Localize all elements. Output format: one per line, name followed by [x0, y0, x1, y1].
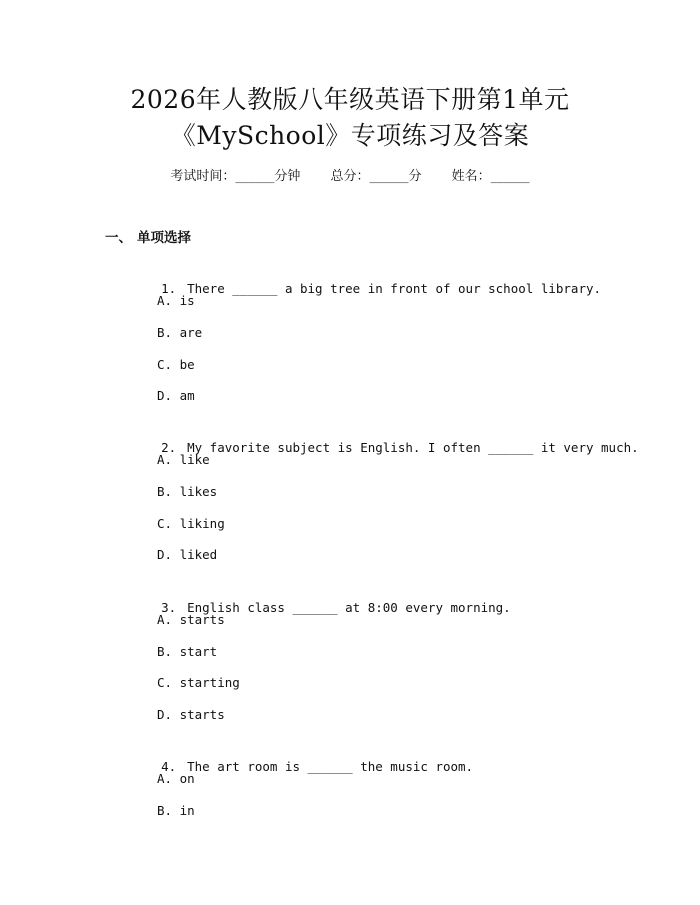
question-1-option-b: B. are	[157, 325, 203, 340]
question-1-option-c: C. be	[157, 357, 195, 372]
question-number: 3.	[161, 600, 177, 615]
document-title-line-1: 2026年人教版八年级英语下册第1单元	[130, 85, 570, 114]
question-3-option-b: B. start	[157, 644, 218, 659]
question-2-option-c: C. liking	[157, 516, 225, 531]
exam-score-field: 总分：______分	[330, 169, 422, 184]
question-number: 2.	[161, 440, 177, 455]
question-number: 1.	[161, 281, 177, 296]
question-4-option-b: B. in	[157, 803, 195, 818]
question-2-option-d: D. liked	[157, 547, 218, 562]
section-number: 一、	[105, 230, 132, 246]
question-1-stem	[131, 259, 601, 319]
exam-info-line	[0, 167, 700, 187]
question-1-option-a: A. is	[157, 293, 195, 308]
exam-time-field: 考试时间：______分钟	[170, 169, 301, 184]
question-text: My favorite subject is English. I often ______ it very much.	[187, 440, 639, 455]
question-3-option-c: C. starting	[157, 675, 240, 690]
document-title-line-2: 《MySchool》专项练习及答案	[170, 121, 530, 150]
question-2-option-b: B. likes	[157, 484, 218, 499]
student-name-field: 姓名：______	[451, 169, 530, 184]
question-text: English class ______ at 8:00 every morning.	[187, 600, 511, 615]
question-4-option-a: A. on	[157, 771, 195, 786]
question-text: The art room is ______ the music room.	[187, 759, 474, 774]
question-3-option-d: D. starts	[157, 707, 225, 722]
section-heading	[105, 228, 191, 248]
question-3-option-a: A. starts	[157, 612, 225, 627]
section-title: 单项选择	[137, 230, 191, 246]
question-text: There ______ a big tree in front of our school library.	[187, 281, 602, 296]
question-1-option-d: D. am	[157, 388, 195, 403]
question-2-option-a: A. like	[157, 452, 210, 467]
question-number: 4.	[161, 759, 177, 774]
